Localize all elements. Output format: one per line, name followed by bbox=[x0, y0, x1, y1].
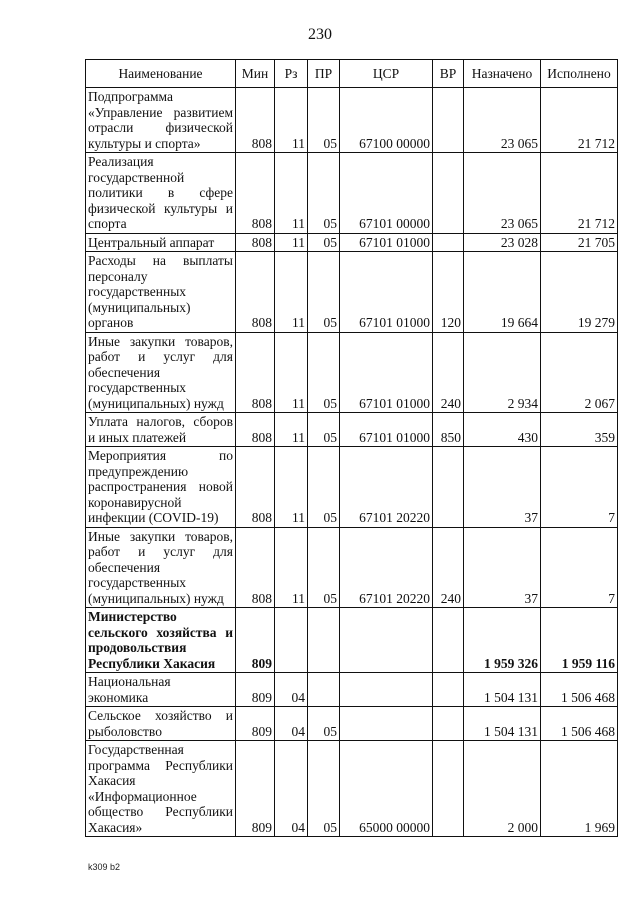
cell-vr: 850 bbox=[433, 413, 464, 447]
cell-executed: 2 067 bbox=[541, 332, 618, 413]
cell-min: 808 bbox=[236, 413, 275, 447]
cell-csr: 67101 01000 bbox=[340, 252, 433, 333]
budget-table bbox=[85, 59, 618, 837]
cell-name: Реализация государственной политики в сфере физической культуры и спорта bbox=[86, 153, 236, 234]
table-body bbox=[86, 88, 618, 837]
cell-pr: 05 bbox=[308, 741, 340, 837]
cell-rz: 04 bbox=[275, 707, 308, 741]
header-rz: Рз bbox=[275, 60, 308, 88]
cell-vr bbox=[433, 741, 464, 837]
cell-vr bbox=[433, 233, 464, 252]
cell-min: 809 bbox=[236, 741, 275, 837]
cell-executed: 359 bbox=[541, 413, 618, 447]
cell-min: 809 bbox=[236, 673, 275, 707]
cell-min: 808 bbox=[236, 153, 275, 234]
cell-pr: 05 bbox=[308, 413, 340, 447]
header-assigned: Назначено bbox=[464, 60, 541, 88]
cell-rz: 11 bbox=[275, 413, 308, 447]
table-row bbox=[86, 153, 618, 234]
cell-executed: 1 506 468 bbox=[541, 707, 618, 741]
cell-pr: 05 bbox=[308, 153, 340, 234]
cell-csr: 65000 00000 bbox=[340, 741, 433, 837]
cell-vr bbox=[433, 447, 464, 528]
cell-name: Подпрограмма «Управление развитием отрасли физической культуры и спорта» bbox=[86, 88, 236, 153]
cell-pr: 05 bbox=[308, 332, 340, 413]
cell-name: Сельское хозяйство и рыболовство bbox=[86, 707, 236, 741]
cell-assigned: 2 000 bbox=[464, 741, 541, 837]
cell-csr: 67100 00000 bbox=[340, 88, 433, 153]
cell-name: Иные закупки товаров, работ и услуг для обеспечения государственных (муниципальных) нужд bbox=[86, 527, 236, 608]
cell-name: Иные закупки товаров, работ и услуг для обеспечения государственных (муниципальных) нужд bbox=[86, 332, 236, 413]
cell-rz: 11 bbox=[275, 153, 308, 234]
cell-vr bbox=[433, 707, 464, 741]
cell-vr: 120 bbox=[433, 252, 464, 333]
cell-assigned: 23 065 bbox=[464, 88, 541, 153]
cell-csr: 67101 20220 bbox=[340, 447, 433, 528]
page-number: 230 bbox=[308, 26, 332, 43]
cell-min: 809 bbox=[236, 608, 275, 673]
cell-assigned: 23 028 bbox=[464, 233, 541, 252]
cell-rz: 04 bbox=[275, 741, 308, 837]
cell-csr: 67101 01000 bbox=[340, 413, 433, 447]
cell-rz: 11 bbox=[275, 332, 308, 413]
cell-name: Министерство сельского хозяйства и продовольствия Республики Хакасия bbox=[86, 608, 236, 673]
cell-pr: 05 bbox=[308, 447, 340, 528]
cell-executed: 7 bbox=[541, 527, 618, 608]
cell-assigned: 19 664 bbox=[464, 252, 541, 333]
cell-csr: 67101 01000 bbox=[340, 332, 433, 413]
header-executed: Исполнено bbox=[541, 60, 618, 88]
cell-assigned: 23 065 bbox=[464, 153, 541, 234]
cell-vr: 240 bbox=[433, 332, 464, 413]
header-name: Наименование bbox=[86, 60, 236, 88]
cell-executed: 21 705 bbox=[541, 233, 618, 252]
cell-name: Национальная экономика bbox=[86, 673, 236, 707]
cell-min: 808 bbox=[236, 252, 275, 333]
cell-executed: 1 506 468 bbox=[541, 673, 618, 707]
cell-csr bbox=[340, 608, 433, 673]
cell-rz: 04 bbox=[275, 673, 308, 707]
header-min: Мин bbox=[236, 60, 275, 88]
table-header-row bbox=[86, 60, 618, 88]
cell-csr: 67101 20220 bbox=[340, 527, 433, 608]
cell-name: Государственная программа Республики Хакасия «Информационное общество Республики Хакасия» bbox=[86, 741, 236, 837]
cell-assigned: 1 504 131 bbox=[464, 707, 541, 741]
cell-vr bbox=[433, 153, 464, 234]
table-row bbox=[86, 413, 618, 447]
cell-vr bbox=[433, 673, 464, 707]
cell-assigned: 2 934 bbox=[464, 332, 541, 413]
header-vr: ВР bbox=[433, 60, 464, 88]
cell-rz: 11 bbox=[275, 447, 308, 528]
table-row bbox=[86, 608, 618, 673]
header-pr: ПР bbox=[308, 60, 340, 88]
footer-code: k309 b2 bbox=[88, 862, 121, 872]
table-row bbox=[86, 527, 618, 608]
cell-executed: 21 712 bbox=[541, 153, 618, 234]
cell-min: 808 bbox=[236, 233, 275, 252]
table-row bbox=[86, 673, 618, 707]
cell-assigned: 430 bbox=[464, 413, 541, 447]
cell-rz: 11 bbox=[275, 527, 308, 608]
cell-csr bbox=[340, 707, 433, 741]
table-row bbox=[86, 88, 618, 153]
table-row bbox=[86, 332, 618, 413]
cell-pr: 05 bbox=[308, 252, 340, 333]
table-row bbox=[86, 447, 618, 528]
cell-min: 808 bbox=[236, 88, 275, 153]
cell-csr: 67101 01000 bbox=[340, 233, 433, 252]
cell-executed: 1 959 116 bbox=[541, 608, 618, 673]
cell-executed: 21 712 bbox=[541, 88, 618, 153]
cell-executed: 1 969 bbox=[541, 741, 618, 837]
cell-pr: 05 bbox=[308, 527, 340, 608]
cell-csr: 67101 00000 bbox=[340, 153, 433, 234]
table-row bbox=[86, 252, 618, 333]
cell-executed: 19 279 bbox=[541, 252, 618, 333]
table-row bbox=[86, 233, 618, 252]
cell-min: 809 bbox=[236, 707, 275, 741]
cell-assigned: 1 959 326 bbox=[464, 608, 541, 673]
cell-vr: 240 bbox=[433, 527, 464, 608]
cell-pr: 05 bbox=[308, 88, 340, 153]
cell-assigned: 1 504 131 bbox=[464, 673, 541, 707]
cell-rz: 11 bbox=[275, 252, 308, 333]
cell-name: Мероприятия по предупреждению распространения новой коронавирусной инфекции (COVID-19) bbox=[86, 447, 236, 528]
cell-executed: 7 bbox=[541, 447, 618, 528]
cell-vr bbox=[433, 88, 464, 153]
cell-pr: 05 bbox=[308, 707, 340, 741]
cell-pr bbox=[308, 608, 340, 673]
cell-assigned: 37 bbox=[464, 527, 541, 608]
cell-pr bbox=[308, 673, 340, 707]
header-csr: ЦСР bbox=[340, 60, 433, 88]
cell-min: 808 bbox=[236, 527, 275, 608]
cell-name: Расходы на выплаты персоналу государственных (муниципальных) органов bbox=[86, 252, 236, 333]
table-row bbox=[86, 707, 618, 741]
cell-min: 808 bbox=[236, 332, 275, 413]
cell-vr bbox=[433, 608, 464, 673]
cell-rz: 11 bbox=[275, 88, 308, 153]
cell-rz: 11 bbox=[275, 233, 308, 252]
cell-name: Центральный аппарат bbox=[86, 233, 236, 252]
cell-name: Уплата налогов, сборов и иных платежей bbox=[86, 413, 236, 447]
cell-pr: 05 bbox=[308, 233, 340, 252]
table-row bbox=[86, 741, 618, 837]
cell-assigned: 37 bbox=[464, 447, 541, 528]
cell-min: 808 bbox=[236, 447, 275, 528]
cell-rz bbox=[275, 608, 308, 673]
cell-csr bbox=[340, 673, 433, 707]
